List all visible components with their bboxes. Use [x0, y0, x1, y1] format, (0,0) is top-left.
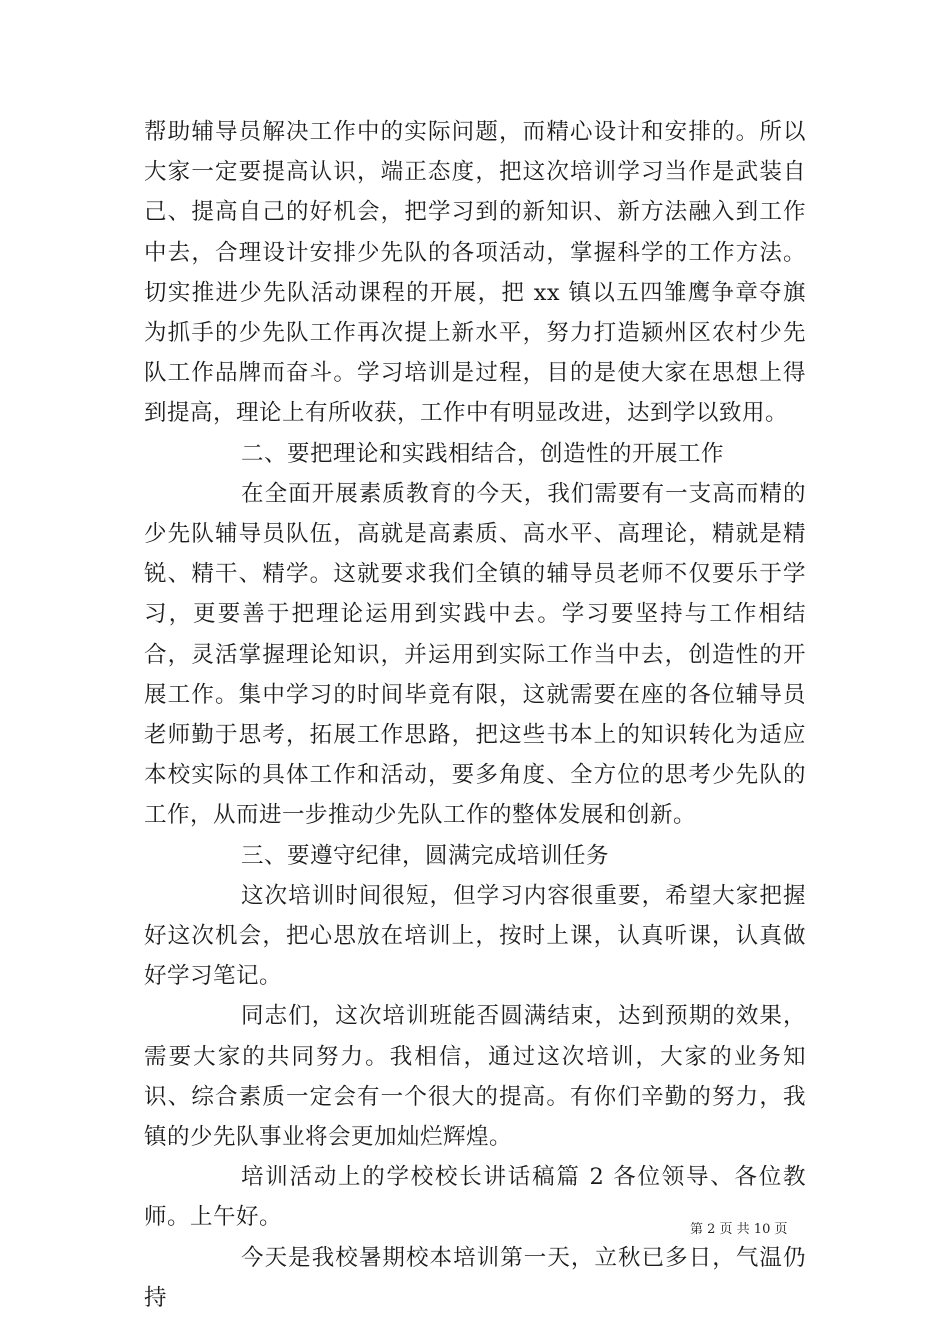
- paragraph-speech-2-title: 培训活动上的学校校长讲话稿篇 2 各位领导、各位教师。上午好。: [144, 1164, 806, 1231]
- section-heading-2: 二、要把理论和实践相结合，创造性的开展工作: [241, 440, 725, 467]
- paragraph-speech-2-start: 今天是我校暑期校本培训第一天，立秋已多日，气温仍持: [144, 1244, 806, 1311]
- paragraph-theory-practice: 在全面开展素质教育的今天，我们需要有一支高而精的少先队辅导员队伍，高就是高素质、高水平、高理论，精就是精锐、精干、精学。这就要求我们全镇的辅导员老师不仅要乐于学习，更要善于把理论运用到实践中去。学习要坚持与工作相结合，灵活掌握理论知识，并运用到实际工作当中去，创造性的开展工作。集中学习的时间毕竟有限，这就需要在座的各位辅导员老师勤于思考，拓展工作思路，把这些书本上的知识转化为适应本校实际的具体工作和活动，要多角度、全方位的思考少先队的工作，从而进一步推动少先队工作的整体发展和创新。: [144, 480, 806, 829]
- page-number: 第 2 页 共 10 页: [690, 1222, 788, 1237]
- section-heading-3: 三、要遵守纪律，圆满完成培训任务: [241, 842, 610, 869]
- paragraph-continuation: 帮助辅导员解决工作中的实际问题，而精心设计和安排的。所以大家一定要提高认识，端正态度，把这次培训学习当作是武装自己、提高自己的好机会，把学习到的新知识、新方法融入到工作中去，合理设计安排少先队的各项活动，掌握科学的工作方法。切实推进少先队活动课程的开展，把 xx 镇以五四雏鹰争章夺旗为抓手的少先队工作再次提上新水平，努力打造颍州区农村少先队工作品牌而奋斗。学习培训是过程，目的是使大家在思想上得到提高，理论上有所收获，工作中有明显改进，达到学以致用。: [144, 119, 806, 427]
- document-body: [144, 112, 806, 1318]
- paragraph-discipline: 这次培训时间很短，但学习内容很重要，希望大家把握好这次机会，把心思放在培训上，按时上课，认真听课，认真做好学习笔记。: [144, 882, 806, 990]
- paragraph-closing: 同志们，这次培训班能否圆满结束，达到预期的效果，需要大家的共同努力。我相信，通过这次培训，大家的业务知识、综合素质一定会有一个很大的提高。有你们辛勤的努力，我镇的少先队事业将会更加灿烂辉煌。: [144, 1003, 806, 1151]
